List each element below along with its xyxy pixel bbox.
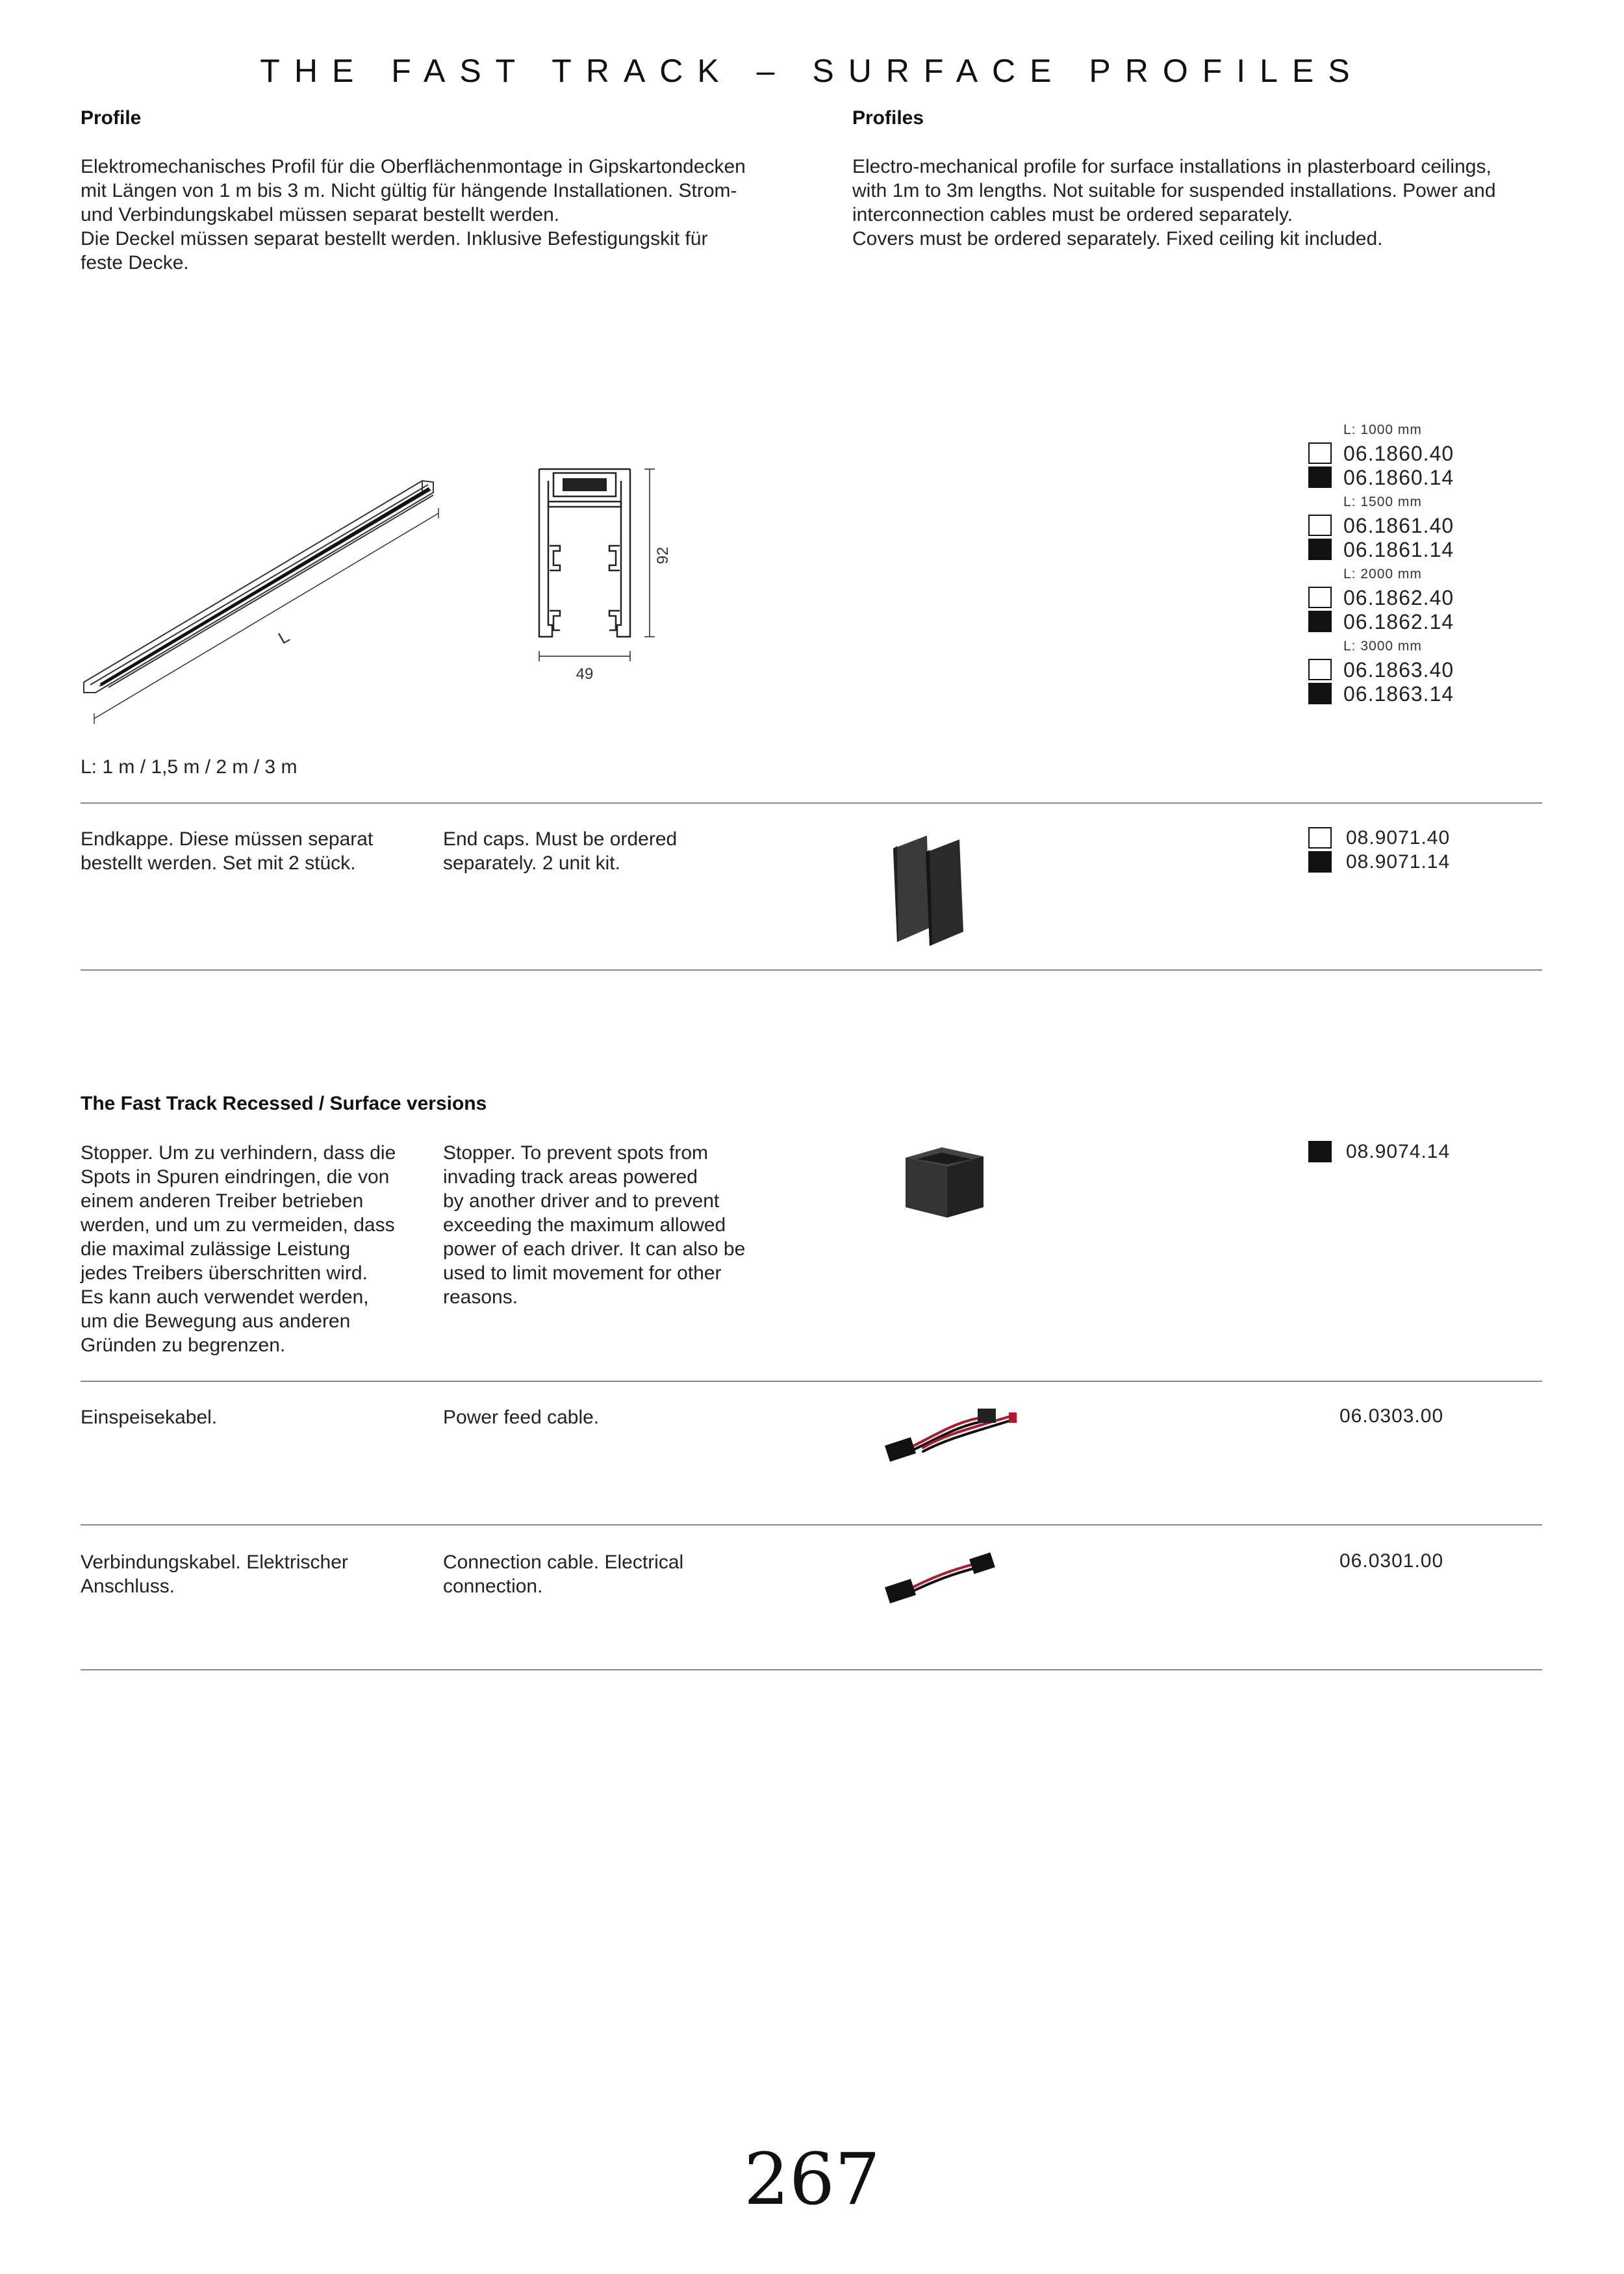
width-dimension: 49 bbox=[576, 665, 594, 683]
intro-en-line: with 1m to 3m lengths. Not suitable for suspended installations. Power and bbox=[852, 180, 1496, 201]
intro-en-text bbox=[852, 155, 1567, 251]
endcaps-de-line: Endkappe. Diese müssen separat bbox=[81, 828, 374, 850]
intro-en-line: interconnection cables must be ordered separately. bbox=[852, 204, 1293, 225]
white-finish-swatch bbox=[1308, 515, 1332, 536]
profile-cross-section bbox=[526, 455, 695, 689]
powerfeed-de-text: Einspeisekabel. bbox=[81, 1407, 218, 1428]
white-finish-swatch bbox=[1308, 587, 1332, 608]
stopper-en-line: power of each driver. It can also be bbox=[443, 1238, 746, 1260]
intro-de-line: Elektromechanisches Profil für die Oberflächenmontage in Gipskartondecken bbox=[81, 156, 746, 177]
end-caps-image bbox=[887, 830, 978, 954]
product-code: 06.1863.14 bbox=[1343, 682, 1454, 706]
length-label: L: 3000 mm bbox=[1343, 639, 1422, 654]
length-symbol: L bbox=[275, 626, 293, 648]
endcaps-en-line: separately. 2 unit kit. bbox=[443, 852, 620, 874]
product-code: 08.9071.14 bbox=[1346, 851, 1451, 873]
intro-de-line: Die Deckel müssen separat bestellt werden. Inklusive Befestigungskit für bbox=[81, 228, 708, 249]
connection-de-line: Anschluss. bbox=[81, 1576, 175, 1597]
stopper-de-line: um die Bewegung aus anderen bbox=[81, 1310, 351, 1332]
lengths-caption: L: 1 m / 1,5 m / 2 m / 3 m bbox=[81, 756, 298, 778]
profile-perspective-drawing bbox=[75, 468, 445, 741]
page-title: THE FAST TRACK – SURFACE PROFILES bbox=[260, 53, 1364, 89]
intro-de-line: mit Längen von 1 m bis 3 m. Nicht gültig für hängende Installationen. Strom- bbox=[81, 180, 737, 201]
intro-de-text bbox=[81, 155, 828, 275]
black-finish-swatch bbox=[1308, 539, 1332, 560]
length-label: L: 1500 mm bbox=[1343, 494, 1422, 509]
stopper-en-line: Stopper. To prevent spots from bbox=[443, 1142, 709, 1164]
product-code: 06.1863.40 bbox=[1343, 658, 1454, 682]
stopper-de-line: Gründen zu begrenzen. bbox=[81, 1335, 286, 1356]
endcaps-en-text bbox=[443, 827, 677, 875]
intro-de-heading: Profile bbox=[81, 107, 142, 129]
versions-heading: The Fast Track Recessed / Surface versions bbox=[81, 1093, 487, 1114]
connection-en-text bbox=[443, 1550, 683, 1598]
length-label: L: 2000 mm bbox=[1343, 567, 1422, 581]
white-finish-swatch bbox=[1308, 827, 1332, 849]
power-feed-cable-image bbox=[880, 1402, 1030, 1467]
intro-en-line: Electro-mechanical profile for surface installations in plasterboard ceilings, bbox=[852, 156, 1491, 177]
stopper-en-line: used to limit movement for other bbox=[443, 1262, 722, 1284]
product-code: 08.9071.40 bbox=[1346, 827, 1451, 849]
black-finish-swatch bbox=[1308, 683, 1332, 704]
divider bbox=[81, 802, 1542, 804]
black-finish-swatch bbox=[1308, 851, 1332, 873]
divider bbox=[81, 1381, 1542, 1382]
connection-en-line: Connection cable. Electrical bbox=[443, 1552, 684, 1573]
product-code: 06.1860.40 bbox=[1343, 442, 1454, 465]
product-code: 06.1862.40 bbox=[1343, 586, 1454, 609]
stopper-de-line: jedes Treibers überschritten wird. bbox=[81, 1262, 368, 1284]
stopper-de-line: Es kann auch verwendet werden, bbox=[81, 1286, 369, 1308]
connection-en-line: connection. bbox=[443, 1576, 543, 1597]
stopper-de-line: werden, und um zu vermeiden, dass bbox=[81, 1214, 395, 1236]
powerfeed-en-text: Power feed cable. bbox=[443, 1407, 600, 1428]
intro-en-heading: Profiles bbox=[852, 107, 924, 129]
intro-de-line: und Verbindungskabel müssen separat bestellt werden. bbox=[81, 204, 560, 225]
divider bbox=[81, 1524, 1542, 1526]
stopper-de-line: Spots in Spuren eindringen, die von bbox=[81, 1166, 390, 1188]
connection-de-text bbox=[81, 1550, 348, 1598]
stopper-image bbox=[896, 1142, 994, 1220]
stopper-de-line: einem anderen Treiber betrieben bbox=[81, 1190, 364, 1212]
intro-de-line: feste Decke. bbox=[81, 252, 189, 274]
stopper-de-line: die maximal zulässige Leistung bbox=[81, 1238, 351, 1260]
connection-cable-image bbox=[880, 1548, 1010, 1613]
product-code: 06.1861.40 bbox=[1343, 514, 1454, 537]
stopper-en-text bbox=[443, 1141, 807, 1309]
length-label: L: 1000 mm bbox=[1343, 422, 1422, 437]
product-code: 08.9074.14 bbox=[1346, 1141, 1451, 1162]
product-code: 06.1861.14 bbox=[1343, 538, 1454, 561]
white-finish-swatch bbox=[1308, 442, 1332, 464]
page-number: 267 bbox=[744, 2138, 880, 2221]
divider bbox=[81, 969, 1542, 971]
white-finish-swatch bbox=[1308, 659, 1332, 680]
stopper-de-text bbox=[81, 1141, 418, 1357]
black-finish-swatch bbox=[1308, 1141, 1332, 1162]
intro-en-line: Covers must be ordered separately. Fixed ceiling kit included. bbox=[852, 228, 1383, 249]
stopper-en-line: reasons. bbox=[443, 1286, 518, 1308]
black-finish-swatch bbox=[1308, 611, 1332, 632]
product-code: 06.0303.00 bbox=[1339, 1405, 1444, 1427]
product-code: 06.0301.00 bbox=[1339, 1550, 1444, 1572]
product-code: 06.1860.14 bbox=[1343, 466, 1454, 489]
stopper-en-line: by another driver and to prevent bbox=[443, 1190, 720, 1212]
stopper-en-line: invading track areas powered bbox=[443, 1166, 698, 1188]
endcaps-en-line: End caps. Must be ordered bbox=[443, 828, 678, 850]
product-code: 06.1862.14 bbox=[1343, 610, 1454, 633]
height-dimension: 92 bbox=[654, 546, 672, 565]
black-finish-swatch bbox=[1308, 466, 1332, 488]
stopper-de-line: Stopper. Um zu verhindern, dass die bbox=[81, 1142, 396, 1164]
stopper-en-line: exceeding the maximum allowed bbox=[443, 1214, 726, 1236]
endcaps-de-line: bestellt werden. Set mit 2 stück. bbox=[81, 852, 356, 874]
endcaps-de-text bbox=[81, 827, 373, 875]
divider bbox=[81, 1669, 1542, 1670]
connection-de-line: Verbindungskabel. Elektrischer bbox=[81, 1552, 348, 1573]
